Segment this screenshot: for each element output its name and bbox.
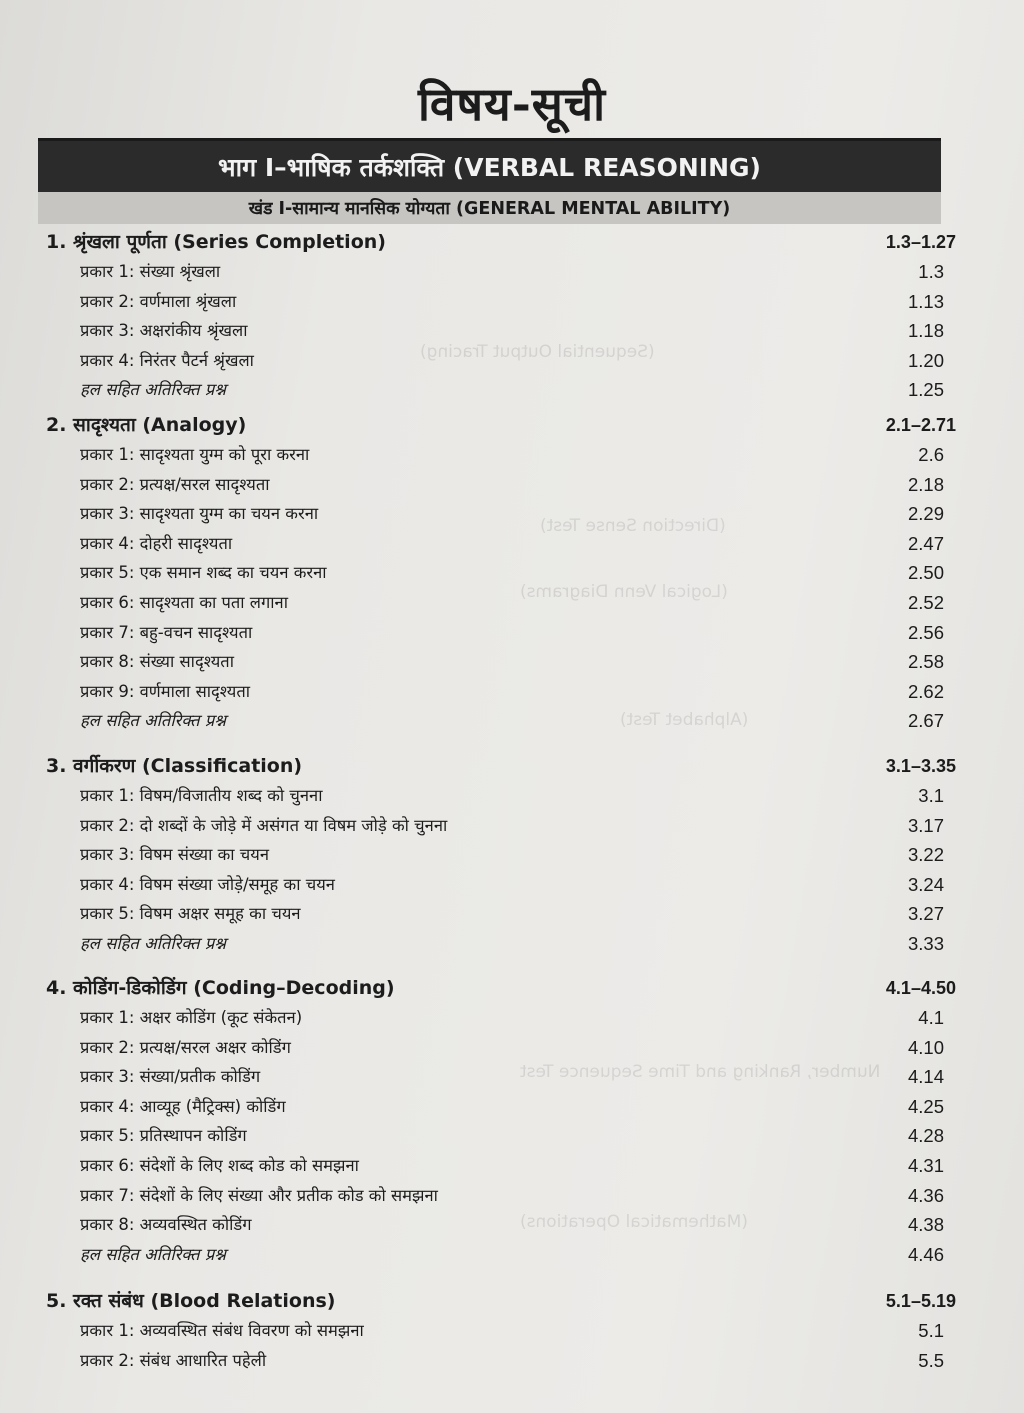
toc-entry (80, 1005, 944, 1033)
toc-entry (80, 1348, 944, 1376)
chapter-title: 2. सादृश्यता (Analogy) (46, 414, 247, 436)
toc-entry-page: 2.56 (907, 621, 944, 643)
toc-entry-page: 2.52 (907, 592, 944, 613)
chapter-heading (46, 228, 956, 256)
chapter-heading (46, 752, 956, 780)
toc-entry-label: प्रकार 1: संख्या श्रृंखला (80, 262, 221, 281)
show-through-text: (Mathematical Operations) (520, 1212, 748, 1232)
toc-entry-page: 3.22 (907, 844, 944, 866)
toc-entry-page: 2.47 (907, 532, 944, 554)
toc-entry-label: प्रकार 5: प्रतिस्थापन कोडिंग (80, 1126, 247, 1146)
chapter-page-range: 3.1–3.35 (885, 756, 956, 776)
toc-entry (80, 348, 944, 376)
toc-entry (80, 377, 944, 405)
toc-entry (80, 1242, 944, 1270)
toc-entry (80, 1064, 944, 1092)
toc-entry-page: 3.27 (907, 903, 944, 925)
chapter-page-range: 2.1–2.71 (885, 415, 956, 435)
toc-entry-page: 4.36 (907, 1184, 944, 1206)
toc-entry-label: प्रकार 7: बहु-वचन सादृश्यता (80, 622, 253, 642)
toc-entry-page: 2.18 (907, 473, 944, 495)
toc-entry (80, 901, 944, 929)
toc-entry-label: प्रकार 3: अक्षरांकीय श्रृंखला (80, 321, 248, 341)
toc-entry (80, 1318, 944, 1346)
toc-entry (80, 931, 944, 959)
toc-entry (80, 560, 944, 588)
toc-entry (80, 1094, 944, 1122)
toc-entry-page: 5.1 (918, 1320, 944, 1341)
toc-entry (80, 620, 944, 648)
toc-entry-page: 4.46 (907, 1243, 944, 1265)
toc-entry (80, 783, 944, 811)
toc-entry-page: 4.28 (907, 1125, 944, 1147)
chapter-title: 5. रक्त संबंध (Blood Relations) (46, 1290, 336, 1312)
toc-entry-label: प्रकार 1: विषम/विजातीय शब्द को चुनना (80, 786, 323, 805)
toc-entry (80, 1212, 944, 1240)
toc-entry-label: प्रकार 1: सादृश्यता युग्म को पूरा करना (80, 445, 310, 464)
show-through-text: (Direction Sense Test) (540, 516, 726, 536)
toc-entry (80, 649, 944, 677)
toc-entry-page: 3.24 (907, 873, 944, 895)
toc-entry-label: प्रकार 1: अव्यवस्थित संबंध विवरण को समझना (80, 1321, 364, 1340)
chapter-page-range: 5.1–5.19 (885, 1291, 956, 1311)
toc-entry-label: हल सहित अतिरिक्त प्रश्न (80, 380, 226, 400)
toc-entry-label: हल सहित अतिरिक्त प्रश्न (80, 934, 226, 953)
toc-entry-page: 1.18 (907, 320, 944, 342)
toc-entry (80, 531, 944, 559)
part-heading: भाग I–भाषिक तर्कशक्ति (VERBAL REASONING) (38, 138, 941, 193)
show-through-text: (Sequential Output Tracing) (420, 342, 655, 362)
chapter-page-range: 4.1–4.50 (885, 978, 956, 998)
toc-entry (80, 679, 944, 707)
toc-entry-label: प्रकार 7: संदेशों के लिए संख्या और प्रतीक कोड को समझना (80, 1185, 438, 1205)
toc-entry-page: 4.14 (907, 1066, 944, 1088)
page-title: विषय-सूची (417, 77, 607, 131)
toc-entry-label: प्रकार 4: विषम संख्या जोड़े/समूह का चयन (80, 874, 335, 894)
toc-entry (80, 472, 944, 500)
toc-entry (80, 1035, 944, 1063)
toc-entry-label: प्रकार 2: दो शब्दों के जोड़े में असंगत या विषम जोड़े को चुनना (80, 815, 448, 835)
toc-entry (80, 318, 944, 346)
show-through-text: Number, Ranking and Time Sequence Test (520, 1062, 881, 1082)
toc-entry-label: प्रकार 1: अक्षर कोडिंग (कूट संकेतन) (80, 1008, 303, 1027)
toc-entry-page: 4.25 (907, 1095, 944, 1117)
toc-entry-page: 1.20 (907, 349, 944, 371)
toc-entry-page: 2.29 (907, 503, 944, 525)
toc-entry-page: 4.1 (918, 1007, 944, 1028)
toc-entry-page: 2.67 (907, 710, 944, 732)
toc-entry-page: 2.50 (907, 562, 944, 584)
toc-entry-label: प्रकार 2: प्रत्यक्ष/सरल अक्षर कोडिंग (80, 1037, 291, 1057)
toc-entry-page: 3.1 (918, 785, 944, 806)
toc-entry (80, 813, 944, 841)
toc-entry (80, 590, 944, 618)
toc-entry-page: 1.25 (907, 379, 944, 401)
toc-entry-page: 2.62 (907, 680, 944, 702)
toc-entry-label: प्रकार 6: सादृश्यता का पता लगाना (80, 593, 288, 612)
show-through-text: (Logical Venn Diagrams) (520, 582, 728, 602)
chapter-heading (46, 411, 956, 439)
toc-entry (80, 1153, 944, 1181)
toc-entry-label: प्रकार 8: अव्यवस्थित कोडिंग (80, 1215, 252, 1235)
toc-entry (80, 1123, 944, 1151)
toc-entry-label: प्रकार 6: संदेशों के लिए शब्द कोड को समझना (80, 1156, 359, 1175)
chapter-heading (46, 974, 956, 1002)
toc-entry-label: प्रकार 2: प्रत्यक्ष/सरल सादृश्यता (80, 474, 270, 494)
toc-entry-label: प्रकार 4: निरंतर पैटर्न श्रृंखला (80, 350, 254, 370)
toc-entry-page: 2.58 (907, 651, 944, 673)
section-heading: खंड I-सामान्य मानसिक योग्यता (GENERAL MENTAL ABILITY) (38, 192, 941, 224)
toc-entry (80, 259, 944, 287)
toc-entry (80, 289, 944, 317)
toc-entry-label: हल सहित अतिरिक्त प्रश्न (80, 1244, 226, 1264)
toc-entry-label: प्रकार 3: विषम संख्या का चयन (80, 845, 270, 865)
toc-entry-label: प्रकार 5: विषम अक्षर समूह का चयन (80, 904, 301, 924)
toc-entry-page: 4.10 (907, 1036, 944, 1058)
toc-entry-label: प्रकार 2: वर्णमाला श्रृंखला (80, 291, 237, 311)
chapter-title: 4. कोडिंग-डिकोडिंग (Coding–Decoding) (46, 977, 395, 999)
toc-entry-label: प्रकार 4: दोहरी सादृश्यता (80, 533, 233, 553)
toc-entry-page: 1.13 (907, 290, 944, 312)
chapter-heading (46, 1287, 956, 1315)
toc-entry-label: प्रकार 9: वर्णमाला सादृश्यता (80, 681, 251, 701)
toc-entry (80, 442, 944, 470)
toc-entry-label: प्रकार 5: एक समान शब्द का चयन करना (80, 563, 327, 583)
toc-entry (80, 842, 944, 870)
toc-entry-label: प्रकार 3: संख्या/प्रतीक कोडिंग (80, 1067, 261, 1087)
chapter-title: 1. श्रृंखला पूर्णता (Series Completion) (46, 231, 386, 253)
toc-entry-label: प्रकार 8: संख्या सादृश्यता (80, 652, 234, 672)
toc-entry-label: प्रकार 3: सादृश्यता युग्म का चयन करना (80, 504, 319, 524)
toc-entry-page: 5.5 (918, 1349, 944, 1371)
toc-entry-page: 1.3 (918, 261, 944, 282)
toc-entry (80, 708, 944, 736)
toc-entry-label: प्रकार 2: संबंध आधारित पहेली (80, 1350, 267, 1370)
toc-entry-page: 3.33 (907, 933, 944, 954)
toc-entry-label: प्रकार 4: आव्यूह (मैट्रिक्स) कोडिंग (80, 1096, 286, 1116)
toc-entry (80, 1183, 944, 1211)
toc-entry (80, 872, 944, 900)
chapter-page-range: 1.3–1.27 (885, 232, 956, 252)
toc-entry (80, 501, 944, 529)
toc-entry-page: 2.6 (918, 444, 944, 465)
show-through-text: (Alphabet Test) (620, 710, 749, 730)
toc-entry-label: हल सहित अतिरिक्त प्रश्न (80, 711, 226, 731)
toc-entry-page: 4.31 (907, 1155, 944, 1176)
chapter-title: 3. वर्गीकरण (Classification) (46, 755, 303, 777)
toc-entry-page: 3.17 (907, 814, 944, 836)
toc-entry-page: 4.38 (907, 1214, 944, 1236)
